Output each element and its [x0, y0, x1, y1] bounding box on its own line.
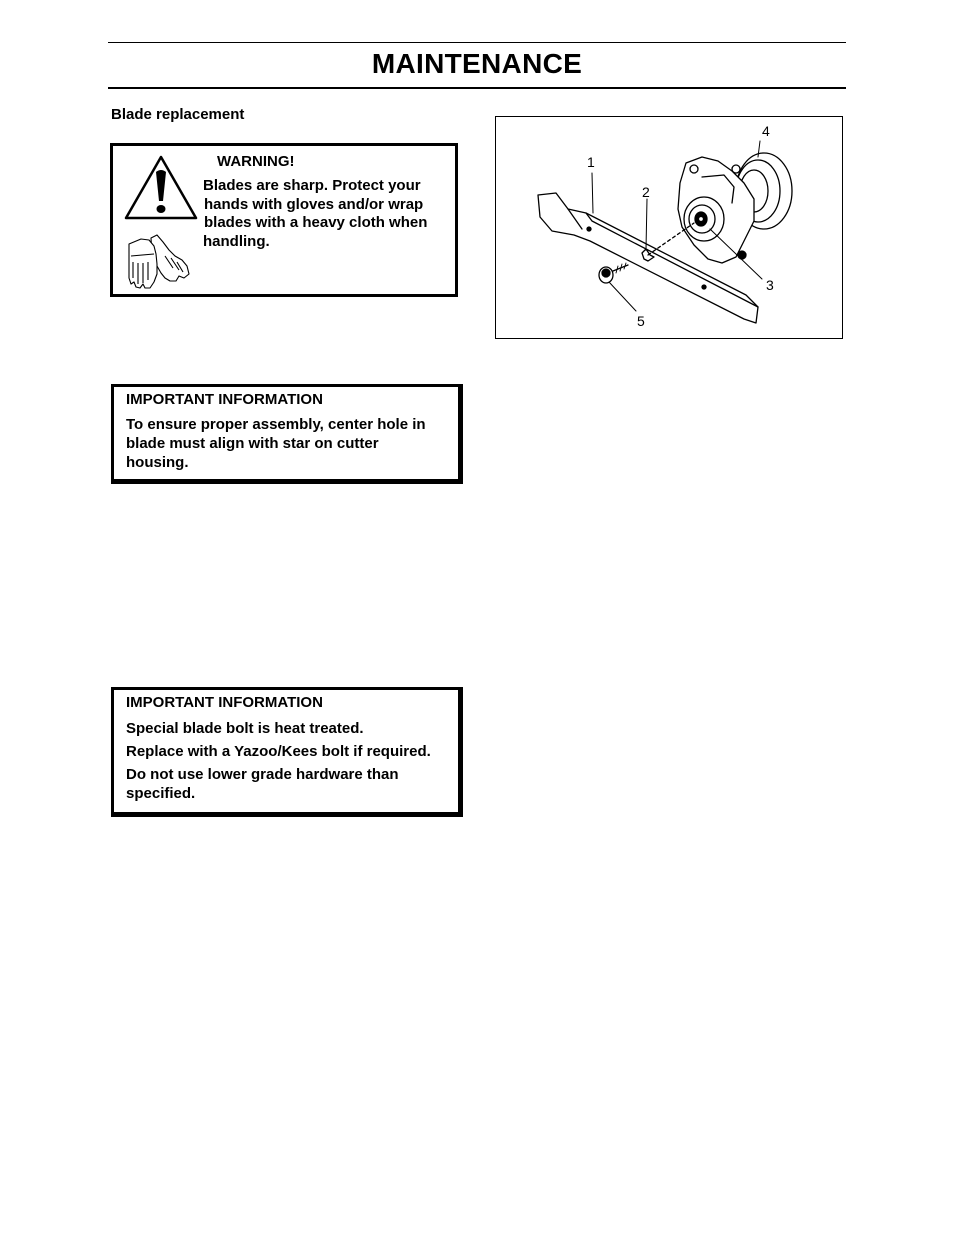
page-title: MAINTENANCE [371, 48, 583, 79]
info-line: To ensure proper assembly, center hole in [126, 416, 426, 433]
info-line: specified. [126, 785, 196, 802]
warning-line: Blades are sharp. Protect your [203, 177, 421, 194]
section-heading: Blade replacement [111, 106, 245, 123]
warning-line: blades with a heavy cloth when [204, 214, 428, 231]
callout-5: 5 [637, 313, 645, 329]
warning-line: handling. [203, 232, 270, 250]
info-line: housing. [126, 454, 189, 471]
important-info-box [111, 384, 463, 484]
info-paragraph [126, 765, 452, 803]
warning-line: hands with gloves and/or wrap [204, 195, 424, 213]
warning-triangle-icon [123, 154, 199, 227]
callout-3: 3 [766, 277, 774, 293]
callout-4: 4 [762, 123, 770, 139]
warning-box [110, 143, 458, 297]
warning-text [203, 177, 451, 251]
info-text [126, 415, 452, 472]
important-info-box [111, 687, 463, 817]
info-title: IMPORTANT INFORMATION [126, 694, 323, 711]
callout-2: 2 [642, 184, 650, 200]
header-rule-top [108, 42, 846, 43]
callout-1: 1 [587, 154, 595, 170]
info-paragraph: Special blade bolt is heat treated. [126, 720, 364, 737]
warning-title: WARNING! [217, 153, 295, 170]
info-line: Do not use lower grade hardware than [126, 766, 399, 783]
info-paragraph: Replace with a Yazoo/Kees bolt if required. [126, 743, 431, 760]
info-title: IMPORTANT INFORMATION [126, 391, 323, 408]
blade-assembly-illustration [496, 117, 842, 338]
header-rule-bottom [108, 87, 846, 89]
info-line: blade must align with star on cutter [126, 435, 379, 452]
gloves-icon [127, 232, 193, 297]
blade-assembly-figure [495, 116, 843, 339]
